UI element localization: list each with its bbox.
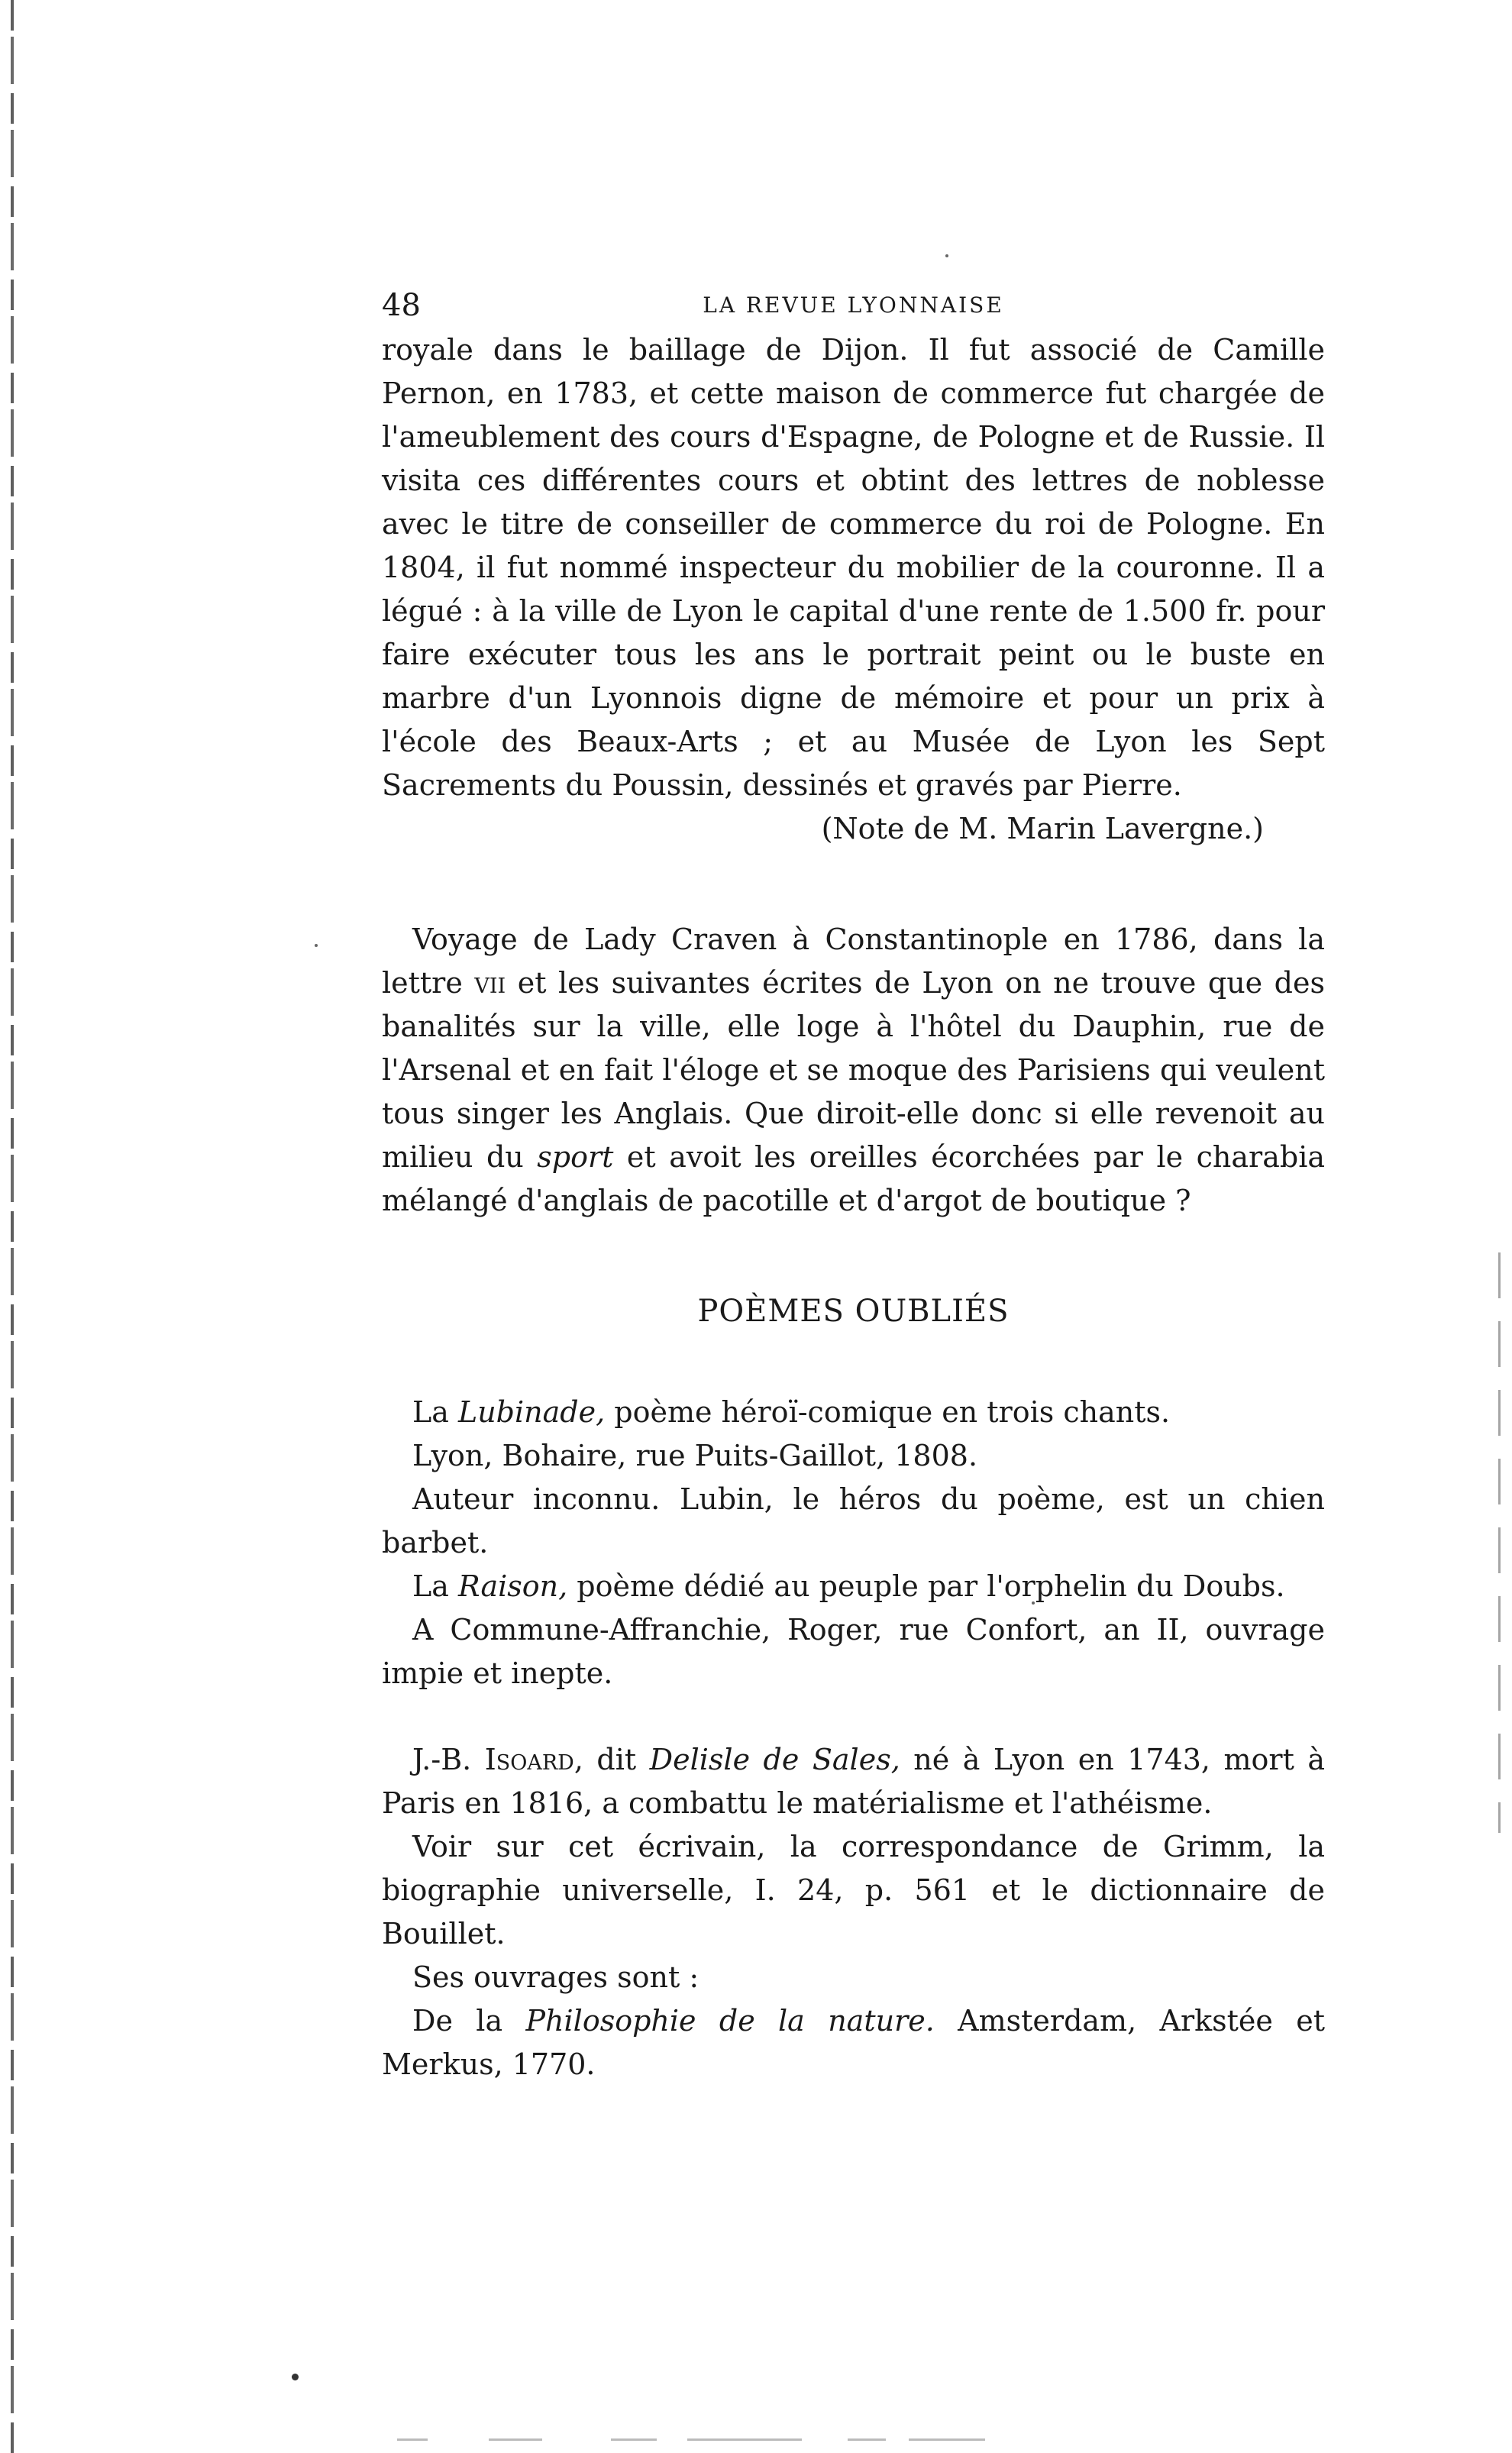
work-title: Philosophie de la nature. (525, 2004, 935, 2038)
book-page (382, 283, 1325, 2086)
scan-footer-mark (489, 2438, 542, 2441)
section-spacer (382, 1223, 1325, 1288)
voyage-text-middle: et les suivantes écrites de Lyon on ne trouve que des banalités sur la ville, elle loge à l'hôtel du Dauphin, rue de l'Arsenal et en fait l'éloge et se moque des Parisiens qui veulent tous singer les Anglais. Que diroit-elle donc si elle revenoit au milieu du (382, 966, 1325, 1174)
scan-left-edge (11, 0, 14, 2453)
ink-speck (315, 944, 318, 947)
lubinade-description: poème héroï-comique en trois chants. (605, 1395, 1171, 1429)
isoard-dit: , dit (573, 1743, 650, 1776)
voyage-text-end: et avoit les oreilles écorchées par le charabia mélangé d'anglais de pacotille et d'argot de boutique ? (382, 1140, 1325, 1217)
scan-footer-mark (848, 2438, 886, 2441)
ink-dot (292, 2374, 299, 2380)
work-imprint: Amsterdam, Arkstée et Merkus, 1770. (382, 2004, 1326, 2081)
voyage-text-start: Voyage de Lady Craven à Constantinople en 1786, dans la lettre (382, 923, 1325, 1000)
lubinade-imprint: Lyon, Bohaire, rue Puits-Gaillot, 1808. (412, 1439, 978, 1472)
paragraph-spacer (382, 851, 1325, 918)
lubinade-title: Lubinade, (457, 1395, 606, 1429)
letter-numeral: vii (474, 966, 506, 1000)
scan-footer-mark (687, 2438, 802, 2441)
lubinade-author: Auteur inconnu. Lubin, le héros du poème, est un chien barbet. (382, 1482, 1325, 1559)
raison-imprint: A Commune-Affranchie, Roger, rue Confort, an II, ouvrage impie et inepte. (382, 1613, 1325, 1690)
paragraph-spacer (382, 1695, 1325, 1738)
isoard-bio-text: né à Lyon en 1743, mort à Paris en 1816, a combattu le matérialisme et l'athéisme. (382, 1743, 1325, 1820)
voyage-paragraph (382, 918, 1325, 1223)
section-title: POÈMES OUBLIÉS (697, 1294, 1010, 1329)
raison-title: Raison, (457, 1569, 568, 1603)
lubinade-entry (382, 1391, 1325, 1434)
work-prefix: De la (412, 2004, 526, 2038)
isoard-bio (382, 1738, 1325, 1825)
isoard-alias: Delisle de Sales, (649, 1743, 900, 1776)
sport-word: sport (537, 1140, 614, 1174)
raison-entry (382, 1565, 1325, 1608)
raison-description: poème dédié au peuple par l'orphelin du Doubs. (567, 1569, 1285, 1603)
raison-prefix: La (412, 1569, 458, 1603)
isoard-sources: Voir sur cet écrivain, la correspondance de Grimm, la biographie universelle, I. 24, p. 561 et le dictionnaire de Bouillet. (382, 1830, 1325, 1950)
scan-footer-mark (611, 2438, 657, 2441)
scan-footer-mark (909, 2438, 985, 2441)
isoard-surname: Isoard (484, 1743, 574, 1776)
biography-paragraph: royale dans le baillage de Dijon. Il fut associé de Camille Pernon, en 1783, et cette maison de commerce fut chargée de l'ameublement des cours d'Espagne, de Pologne et de Russie. Il visita ces différentes cours et obtint des lettres de noblesse avec le titre de conseiller de commerce du roi de Pologne. En 1804, il fut nommé inspecteur du mobilier de la couronne. Il a légué : à la ville de Lyon le capital d'une rente de 1.500 fr. pour faire exécuter tous les ans le portrait peint ou le buste en marbre d'un Lyonnois digne de mémoire et pour un prix à l'école des Beaux-Arts ; et au Musée de Lyon les Sept Sacrements du Poussin, dessinés et gravés par Pierre. (382, 333, 1325, 802)
lubinade-prefix: La (412, 1395, 458, 1429)
running-title: LA REVUE LYONNAISE (703, 292, 1004, 318)
scan-right-edge (1498, 1252, 1501, 1833)
ink-speck (945, 254, 948, 257)
isoard-work-entry (382, 1999, 1325, 2086)
scan-footer-mark (397, 2438, 428, 2441)
isoard-initials: J.-B. (412, 1743, 485, 1776)
running-head (382, 283, 1325, 328)
isoard-works-intro: Ses ouvrages sont : (412, 1960, 699, 1994)
note-credit: (Note de M. Marin Lavergne.) (821, 812, 1264, 845)
page-number: 48 (382, 288, 421, 323)
section-spacer (382, 1334, 1325, 1391)
